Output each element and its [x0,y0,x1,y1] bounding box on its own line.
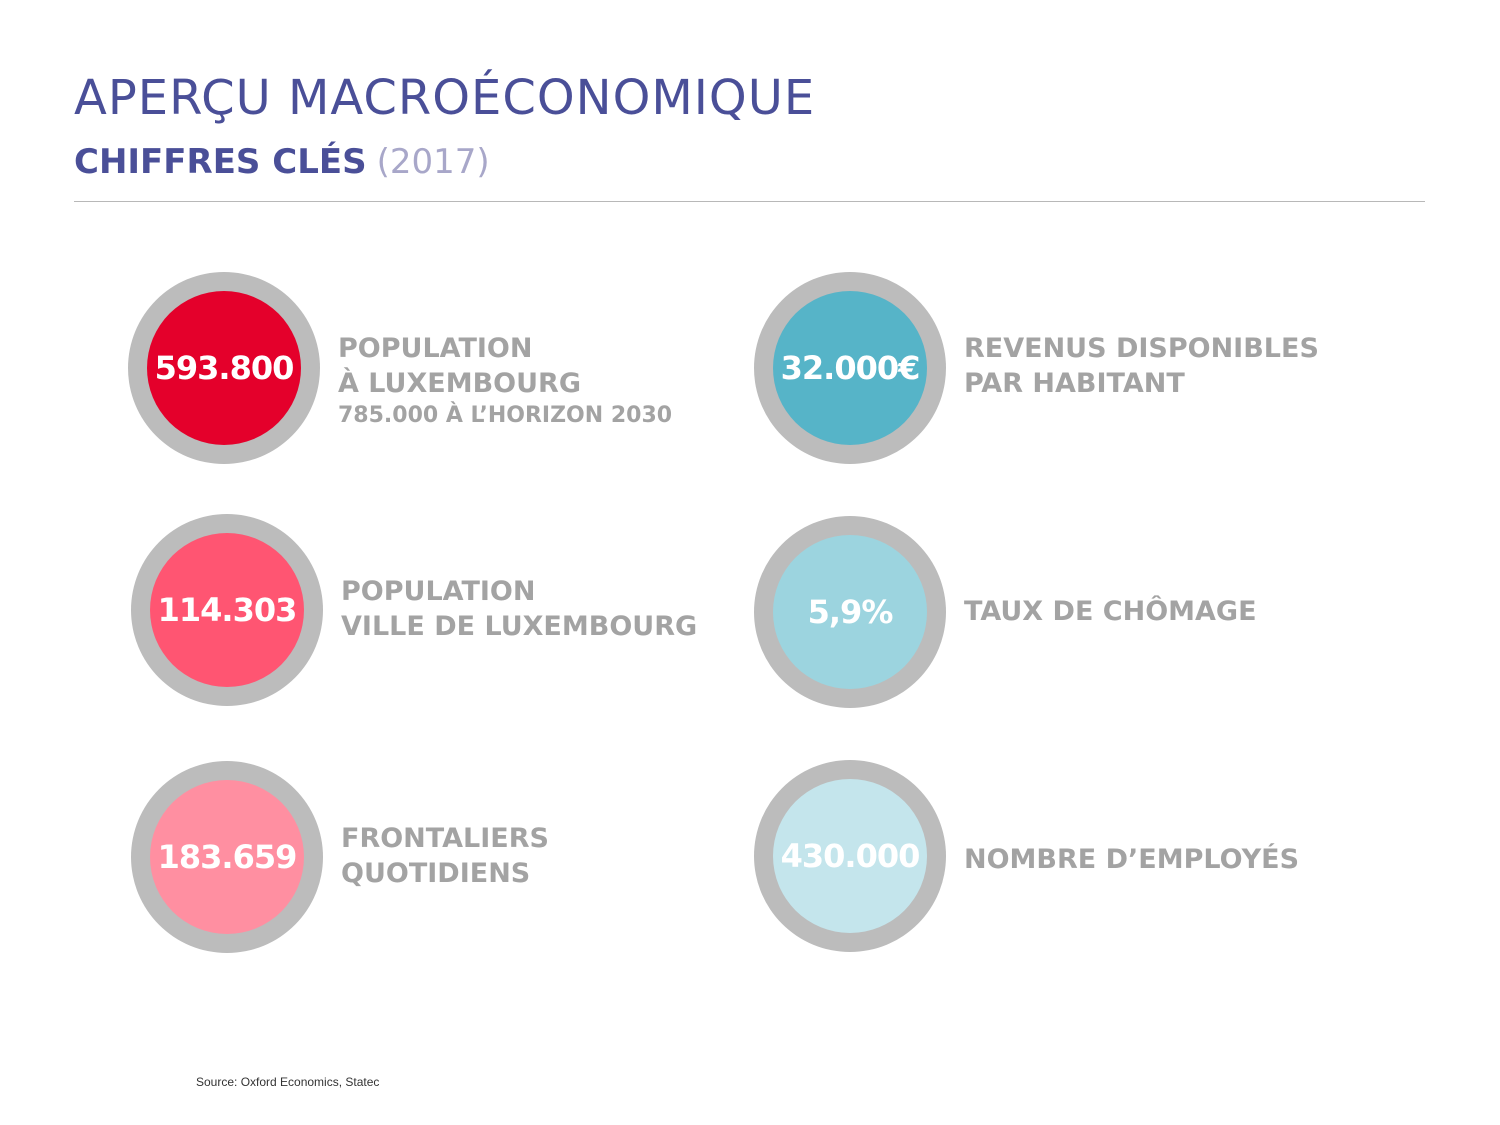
stat-ring [754,516,946,708]
stat-label-line: REVENUS DISPONIBLES [964,333,1319,364]
stat-ring [754,272,946,464]
stat-circle [773,535,927,689]
stat-value: 114.303 [157,591,297,629]
stat-label-line: TAUX DE CHÔMAGE [964,596,1257,627]
subtitle-text: CHIFFRES CLÉS [74,142,367,182]
page-title: APERÇU MACROÉCONOMIQUE [74,70,816,126]
stat-circle [150,533,304,687]
stat-label-line: POPULATION [338,333,533,364]
page-subtitle [74,142,490,182]
stat-ring [128,272,320,464]
stat-label [964,842,1299,877]
stat-label-note: 785.000 À L’HORIZON 2030 [338,403,673,428]
stat-label-line: FRONTALIERS [341,823,549,854]
stat-circle [147,291,301,445]
stat-ring [754,760,946,952]
stat-label-line: VILLE DE LUXEMBOURG [341,611,698,642]
stat-value: 5,9% [807,593,893,631]
stat-circle [773,779,927,933]
stat-label [341,574,697,644]
source-note: Source: Oxford Economics, Statec [196,1075,380,1089]
stat-label-line: PAR HABITANT [964,368,1185,399]
header-divider [74,201,1425,202]
stat-value: 430.000 [780,837,920,875]
stat-circle [150,780,304,934]
stat-label [338,331,672,431]
stat-value: 32.000€ [780,349,920,387]
stat-label [341,821,549,891]
stat-label [964,594,1257,629]
stat-label-line: POPULATION [341,576,536,607]
stat-label-line: À LUXEMBOURG [338,368,581,399]
stat-ring [131,514,323,706]
stat-value: 593.800 [154,349,294,387]
stat-label [964,331,1319,401]
stat-circle [773,291,927,445]
subtitle-year: (2017) [376,142,490,182]
stat-value: 183.659 [157,838,297,876]
stat-label-line: QUOTIDIENS [341,858,531,889]
stat-label-line: NOMBRE D’EMPLOYÉS [964,844,1300,875]
stat-ring [131,761,323,953]
